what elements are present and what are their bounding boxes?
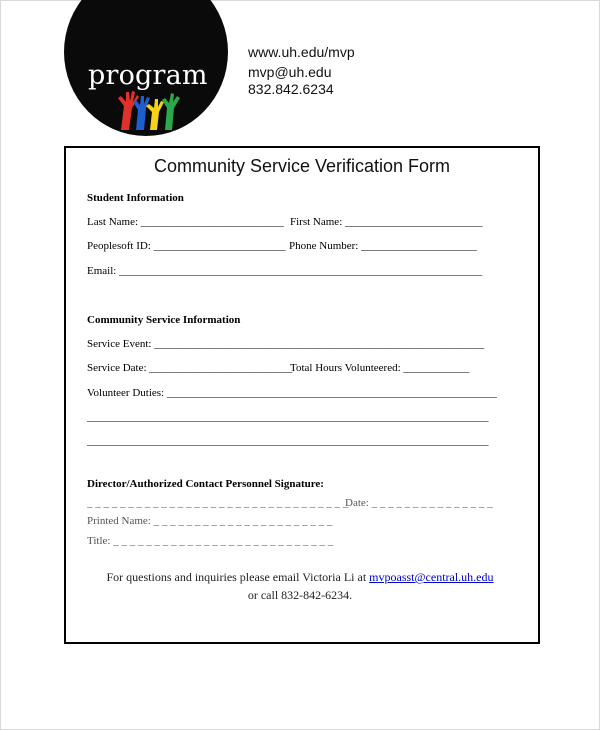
contact-website: www.uh.edu/mvp bbox=[248, 44, 355, 60]
title-field[interactable]: Title: _ _ _ _ _ _ _ _ _ _ _ _ _ _ _ _ _ _ _ _ _ _ _ _ _ _ _ bbox=[87, 535, 334, 547]
logo-wordmark: program bbox=[88, 60, 208, 91]
contact-phone: 832.842.6234 bbox=[248, 81, 334, 97]
phone-number-field[interactable]: Phone Number: _____________________ bbox=[289, 240, 477, 252]
last-name-field[interactable]: Last Name: __________________________ bbox=[87, 216, 284, 228]
footer-text: For questions and inquiries please email Victoria Li at bbox=[106, 570, 370, 584]
footer-contact-line bbox=[0, 570, 600, 585]
printed-name-field[interactable]: Printed Name: _ _ _ _ _ _ _ _ _ _ _ _ _ _ _ _ _ _ _ _ _ _ bbox=[87, 515, 333, 527]
email-link[interactable]: mvpoasst@central.uh.edu bbox=[369, 570, 494, 584]
program-logo bbox=[66, 2, 226, 132]
total-hours-field[interactable]: Total Hours Volunteered: ____________ bbox=[290, 362, 470, 374]
first-name-field[interactable]: First Name: _________________________ bbox=[290, 216, 483, 228]
volunteer-duties-field[interactable]: Volunteer Duties: ____________________________________________________________ bbox=[87, 387, 497, 399]
signature-line[interactable]: _ _ _ _ _ _ _ _ _ _ _ _ _ _ _ _ _ _ _ _ _ _ _ _ _ _ _ _ _ _ _ _ bbox=[87, 497, 349, 509]
contact-info bbox=[248, 44, 355, 98]
service-info-heading: Community Service Information bbox=[87, 314, 241, 326]
service-date-field[interactable]: Service Date: __________________________ bbox=[87, 362, 293, 374]
student-info-heading: Student Information bbox=[87, 192, 184, 204]
signature-heading: Director/Authorized Contact Personnel Signature: bbox=[87, 478, 324, 490]
duties-blank-line[interactable]: _________________________________________________________________________ bbox=[87, 411, 489, 423]
signature-date-field[interactable]: Date: _ _ _ _ _ _ _ _ _ _ _ _ _ _ _ bbox=[345, 497, 493, 509]
form-title: Community Service Verification Form bbox=[153, 156, 451, 176]
duties-blank-line[interactable]: _________________________________________________________________________ bbox=[87, 435, 489, 447]
footer-phone-line: or call 832-842-6234. bbox=[247, 588, 353, 602]
service-event-field[interactable]: Service Event: ____________________________________________________________ bbox=[87, 338, 485, 350]
contact-email: mvp@uh.edu bbox=[248, 64, 332, 80]
email-field[interactable]: Email: __________________________________________________________________ bbox=[87, 265, 483, 277]
peoplesoft-id-field[interactable]: Peoplesoft ID: ________________________ bbox=[87, 240, 286, 252]
